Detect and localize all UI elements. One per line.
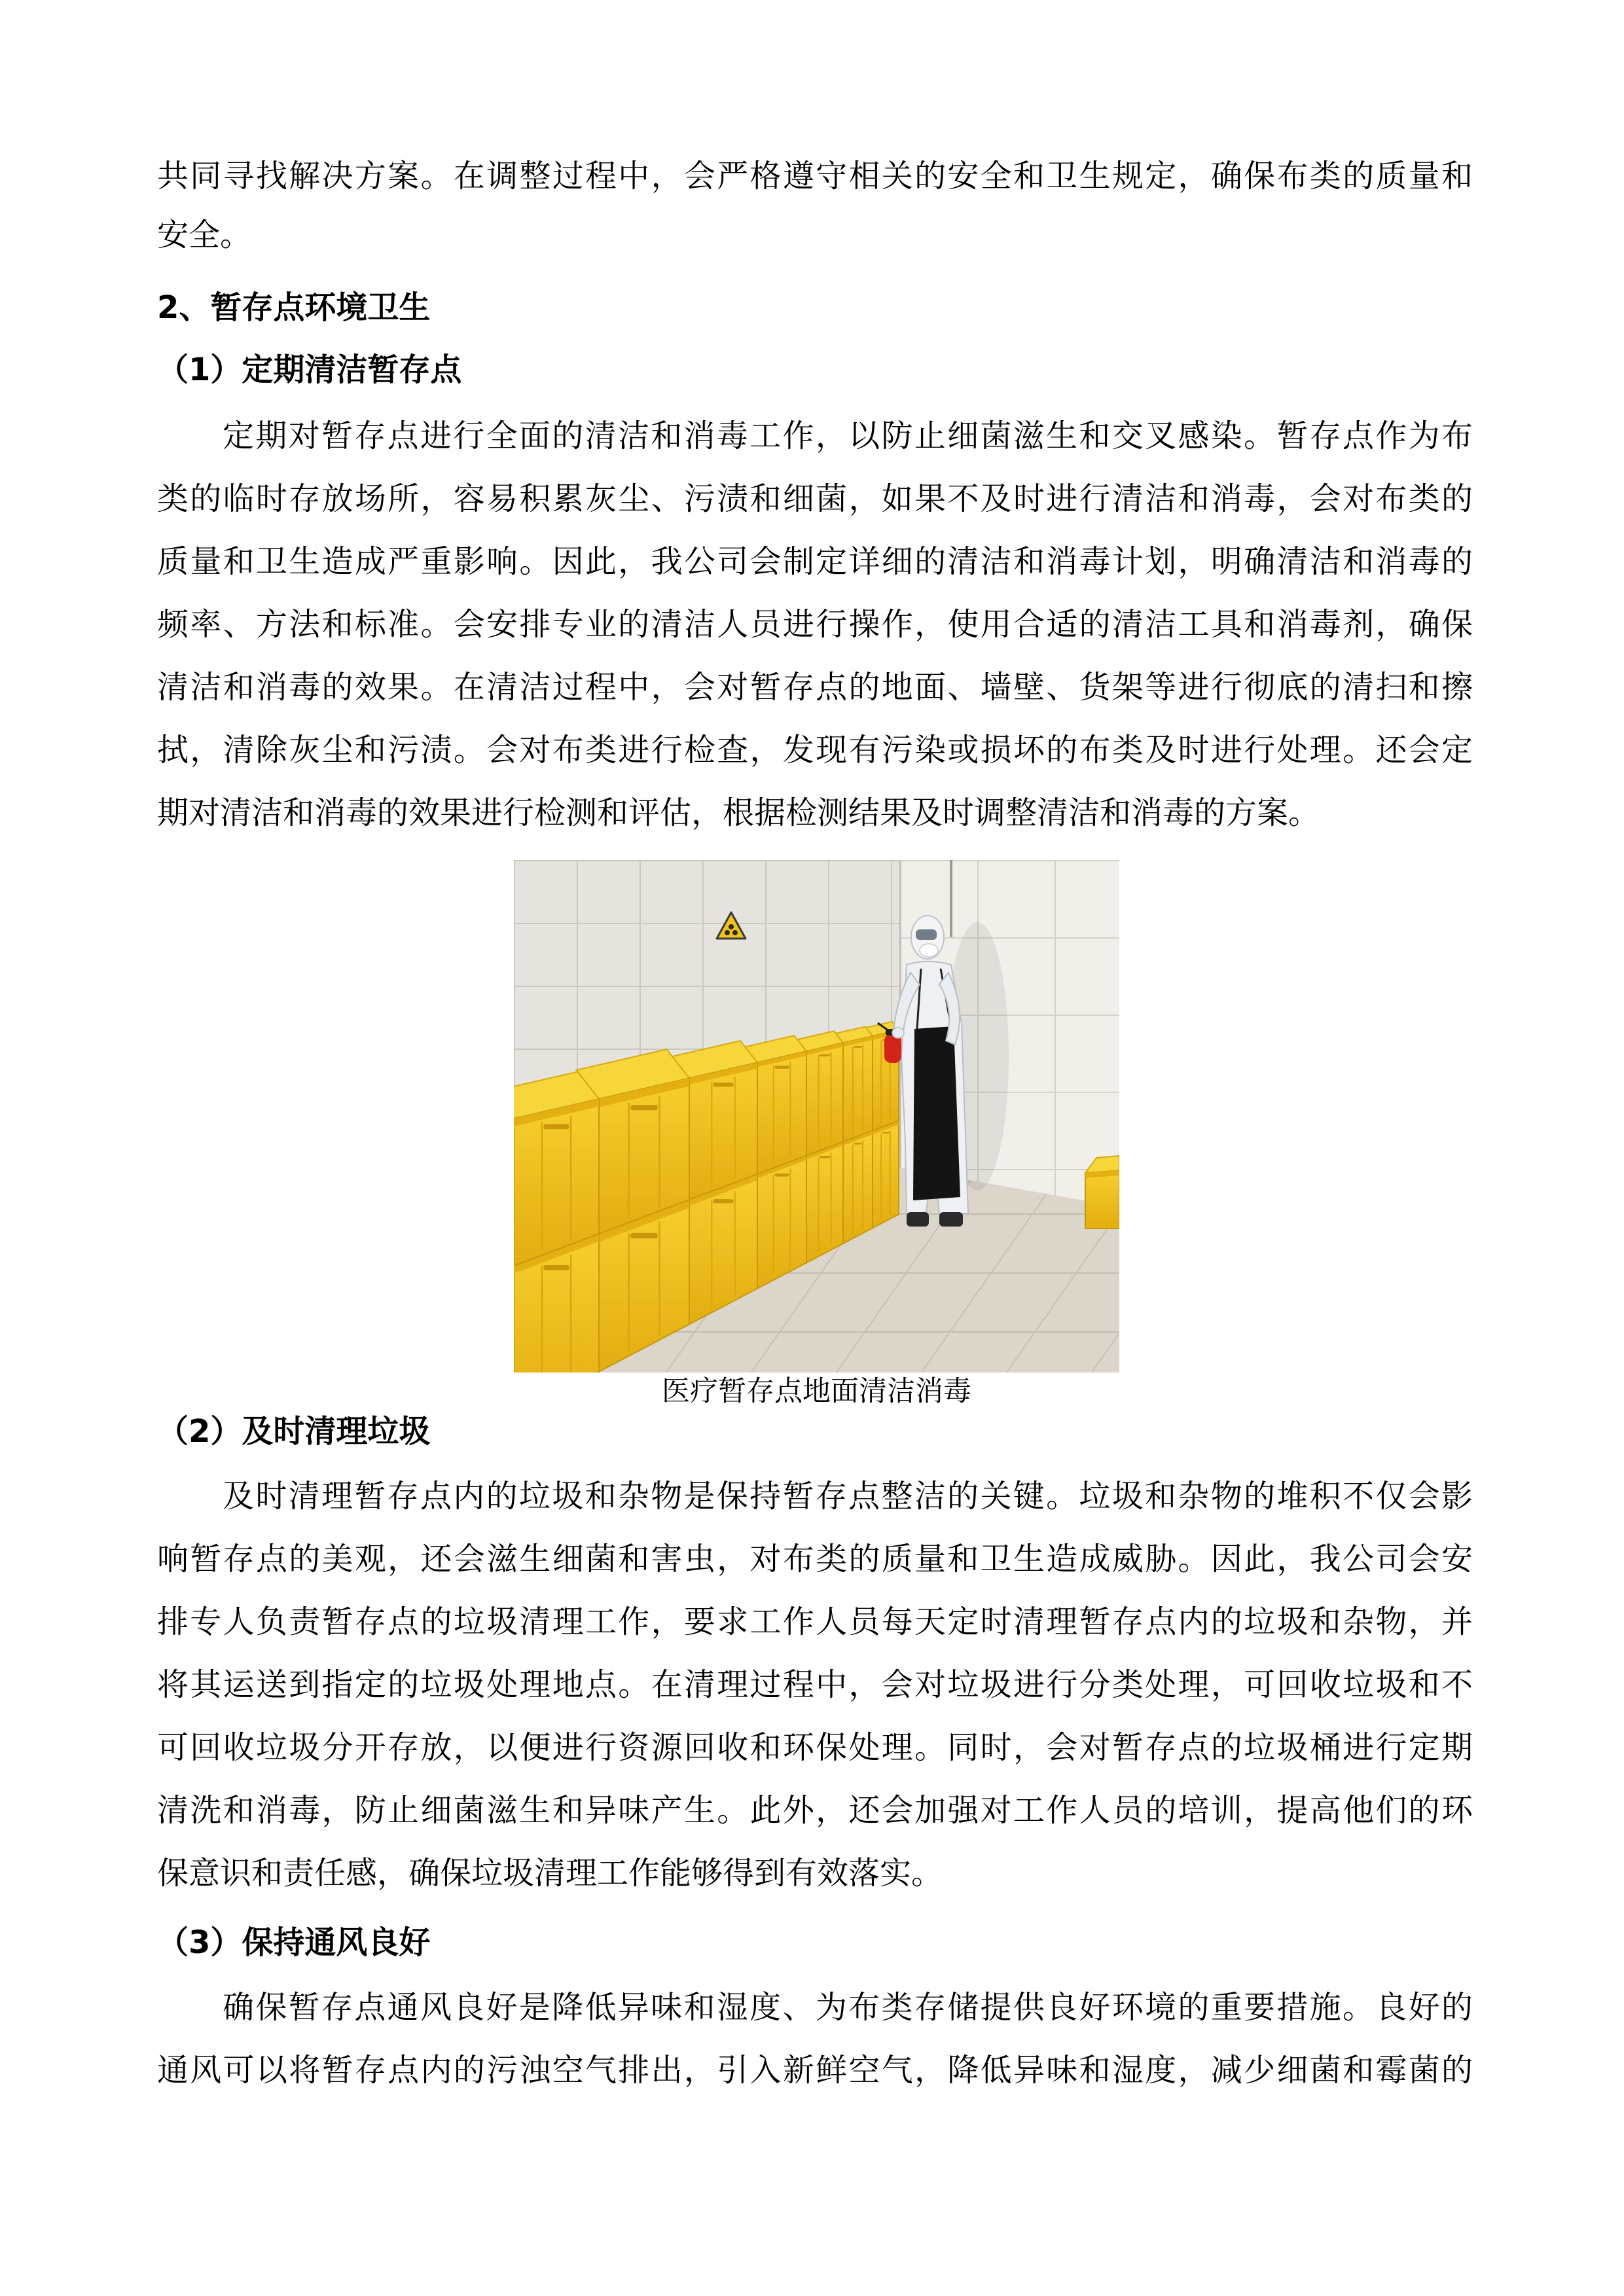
worker-boot [907, 1212, 929, 1227]
continuation-paragraph [157, 147, 1473, 264]
bin-handle [713, 1083, 733, 1086]
worker-boot [939, 1212, 963, 1227]
paragraph-line: 安全。 [157, 217, 252, 253]
bin-front [806, 1043, 843, 1155]
section-heading: 2、暂存点环境卫生 [157, 289, 431, 326]
paragraph-line: 可回收垃圾分开存放，以便进行资源回收和环保处理。同时，会对暂存点的垃圾桶进行定期 [157, 1729, 1473, 1766]
subsection-heading: （3）保持通风良好 [157, 1924, 431, 1961]
section-heading-block [157, 276, 1473, 339]
paragraph-line: 期对清洁和消毒的效果进行检测和评估，根据检测结果及时调整清洁和消毒的方案。 [157, 795, 1320, 831]
yellow-bin [514, 1072, 599, 1266]
subsection-1-heading-block [157, 338, 1473, 401]
yellow-bin [843, 1130, 873, 1244]
paragraph-line: 共同寻找解决方案。在调整过程中，会严格遵守相关的安全和卫生规定，确保布类的质量和 [157, 158, 1473, 194]
paragraph-line: 清洁和消毒的效果。在清洁过程中，会对暂存点的地面、墙壁、货架等进行彻底的清扫和擦 [157, 669, 1473, 706]
paragraph-line: 及时清理暂存点内的垃圾和杂物是保持暂存点整洁的关键。垃圾和杂物的堆积不仅会影 [223, 1478, 1473, 1515]
biohazard-symbol-icon [725, 930, 730, 935]
worker-mask [920, 944, 938, 957]
bin-handle [544, 1124, 569, 1129]
bin-handle [713, 1199, 733, 1203]
subsection-2-heading-block [157, 1400, 1473, 1463]
bin-handle [882, 1132, 890, 1133]
bin-front [873, 1121, 899, 1228]
bin-front [757, 1051, 806, 1174]
bin-handle [774, 1174, 789, 1177]
subsection-heading: （1）定期清洁暂存点 [157, 351, 462, 388]
biohazard-symbol-icon [732, 930, 738, 935]
paragraph-line: 拭，清除灰尘和污渍。会对布类进行检查，发现有污染或损坏的布类及时进行处理。还会定 [157, 732, 1473, 768]
cleaning-photo [514, 860, 1119, 1372]
paragraph-line: 排专人负责暂存点的垃圾清理工作，要求工作人员每天定时清理暂存点内的垃圾和杂物，并 [157, 1604, 1473, 1640]
yellow-bin [806, 1141, 843, 1263]
bin-handle [630, 1105, 657, 1110]
black-apron [913, 1026, 960, 1200]
worker-goggles [916, 929, 937, 940]
bin-handle [774, 1066, 789, 1069]
subsection-heading: （2）及时清理垃圾 [157, 1413, 431, 1450]
bin-front [806, 1141, 843, 1263]
paragraph-line: 保意识和责任感，确保垃圾清理工作能够得到有效落实。 [157, 1855, 943, 1892]
subsection-3-paragraph [157, 1976, 1473, 2102]
bin-handle [544, 1265, 569, 1270]
subsection-3-heading-block [157, 1911, 1473, 1974]
worker-hand [892, 1028, 904, 1038]
bin-front [843, 1130, 873, 1244]
paragraph-line: 质量和卫生造成严重影响。因此，我公司会制定详细的清洁和消毒计划，明确清洁和消毒的 [157, 543, 1473, 580]
figure-caption: 医疗暂存点地面清洁消毒 [662, 1375, 971, 1408]
paragraph-line: 确保暂存点通风良好是降低异味和湿度、为布类存储提供良好环境的重要措施。良好的 [223, 1989, 1473, 2026]
paragraph-line: 频率、方法和标准。会安排专业的清洁人员进行操作，使用合适的清洁工具和消毒剂，确保 [157, 606, 1473, 643]
paragraph-line: 类的临时存放场所，容易积累灰尘、污渍和细菌，如果不及时进行清洁和消毒，会对布类的 [157, 480, 1473, 517]
cleaning-photo-graphic [514, 860, 1119, 1372]
paragraph-line: 通风可以将暂存点内的污浊空气排出，引入新鲜空气，降低异味和湿度，减少细菌和霉菌的 [157, 2052, 1473, 2089]
paragraph-line: 定期对暂存点进行全面的清洁和消毒工作，以防止细菌滋生和交叉感染。暂存点作为布 [223, 418, 1473, 454]
yellow-bin [873, 1121, 899, 1228]
bin-handle [854, 1046, 863, 1048]
paragraph-line: 将其运送到指定的垃圾处理地点。在清理过程中，会对垃圾进行分类处理，可回收垃圾和不 [157, 1666, 1473, 1703]
bin-handle [630, 1233, 657, 1238]
bin-handle [820, 1156, 831, 1158]
bin-handle [820, 1054, 831, 1056]
bin-front [843, 1036, 873, 1141]
right-yellow-bin [1085, 1156, 1119, 1229]
biohazard-symbol-icon [729, 924, 734, 929]
paragraph-line: 响暂存点的美观，还会滋生细菌和害虫，对布类的质量和卫生造成威胁。因此，我公司会安 [157, 1541, 1473, 1577]
bin-handle [854, 1143, 863, 1145]
subsection-2-paragraph [157, 1465, 1473, 1905]
paragraph-line: 清洗和消毒，防止细菌滋生和异味产生。此外，还会加强对工作人员的培训，提高他们的环 [157, 1792, 1473, 1829]
bin-front [1085, 1170, 1119, 1229]
subsection-1-paragraph [157, 404, 1473, 844]
